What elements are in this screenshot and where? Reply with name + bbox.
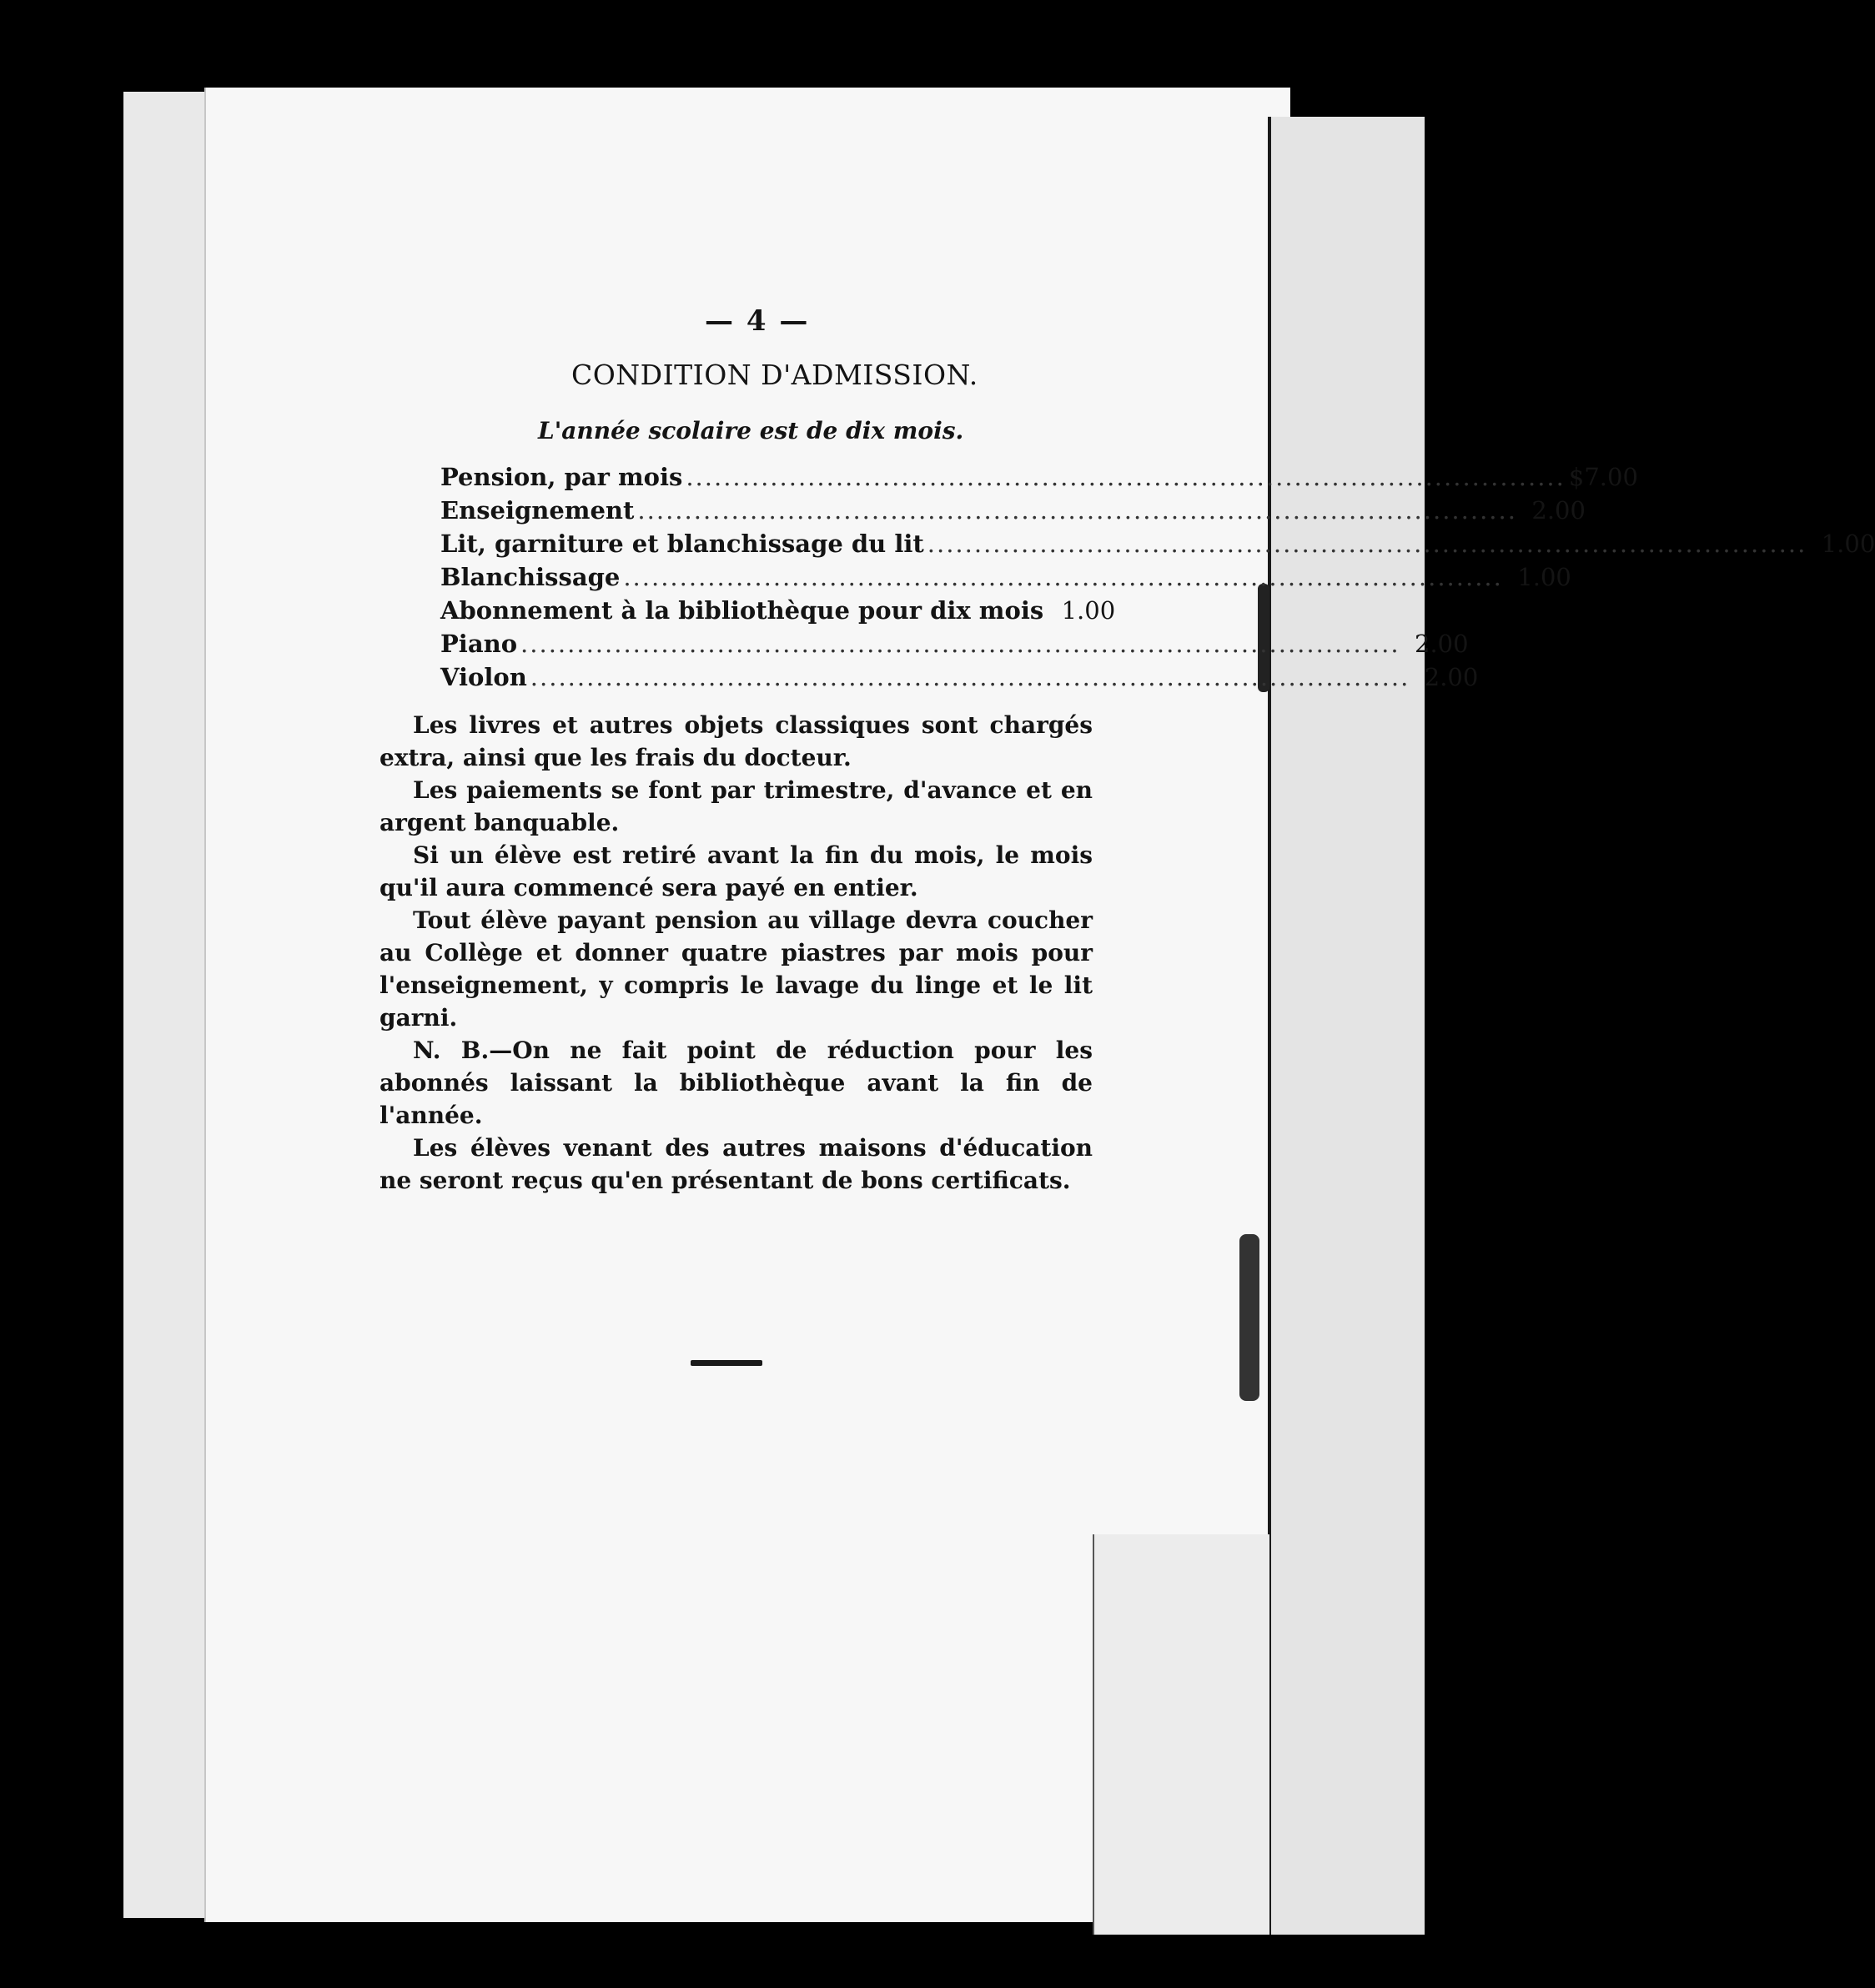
fee-row [440, 530, 1875, 563]
dot-leader: .............................................................................................. [927, 530, 1807, 558]
paragraph: N. B.—On ne fait point de réduction pour les abonnés laissant la bibliothèque avant la fin de l'année. [380, 1037, 1093, 1129]
paragraph: Si un élève est retiré avant la fin du mois, le mois qu'il aura commencé sera payé en entier. [380, 841, 1093, 901]
dot-leader: .............................................................................................. [686, 463, 1566, 491]
fee-row [440, 496, 1586, 530]
fee-table [440, 463, 1875, 696]
paragraph: Les élèves venant des autres maisons d'éducation ne seront reçus qu'en présentant de bons certificats. [380, 1134, 1093, 1194]
binding-shadow-lower [1239, 1234, 1259, 1401]
conditions-text [380, 709, 1093, 1197]
fee-amount: 1.00 [1821, 530, 1875, 558]
facing-page-edge-left [123, 92, 217, 1918]
dot-leader: .............................................................................................. [520, 630, 1400, 658]
dot-leader: .............................................................................................. [637, 496, 1517, 525]
paragraph: Tout élève payant pension au village devra coucher au Collège et donner quatre piastres par mois pour l'enseignement, y compris le lavage du linge et le lit garni. [380, 906, 1093, 1032]
fee-label: Violon [440, 663, 527, 691]
fee-label: Lit, garniture et blanchissage du lit [440, 530, 924, 558]
fee-row [440, 596, 1116, 630]
page-subtitle: L'année scolaire est de dix mois. [538, 417, 964, 444]
fee-amount: 1.00 [1061, 596, 1116, 625]
paragraph: Les paiements se font par trimestre, d'avance et en argent banquable. [380, 776, 1093, 836]
dot-leader: .............................................................................................. [623, 563, 1503, 591]
fee-row [440, 663, 1479, 696]
fee-amount: 2.00 [1415, 630, 1469, 658]
page-title: CONDITION D'ADMISSION. [571, 359, 978, 391]
dot-leader: .............................................................................................. [530, 663, 1410, 691]
fee-amount: 2.00 [1424, 663, 1479, 691]
fee-amount: 1.00 [1517, 563, 1571, 591]
fee-amount: $7.00 [1568, 463, 1638, 491]
fee-row [440, 563, 1571, 596]
fee-row [440, 463, 1638, 496]
fee-label: Piano [440, 630, 518, 658]
fee-row [440, 630, 1469, 663]
fee-label: Blanchissage [440, 563, 621, 591]
torn-page-corner [1093, 1534, 1269, 1935]
fee-label: Pension, par mois [440, 463, 683, 491]
fee-label: Abonnement à la bibliothèque pour dix mois [440, 596, 1044, 625]
facing-page-edge-right [1268, 117, 1425, 1935]
end-rule [691, 1360, 762, 1366]
fee-label: Enseignement [440, 496, 635, 525]
fee-amount: 2.00 [1531, 496, 1586, 525]
page-number: — 4 — [705, 304, 810, 338]
paragraph: Les livres et autres objets classiques sont chargés extra, ainsi que les frais du docteur. [380, 711, 1093, 771]
